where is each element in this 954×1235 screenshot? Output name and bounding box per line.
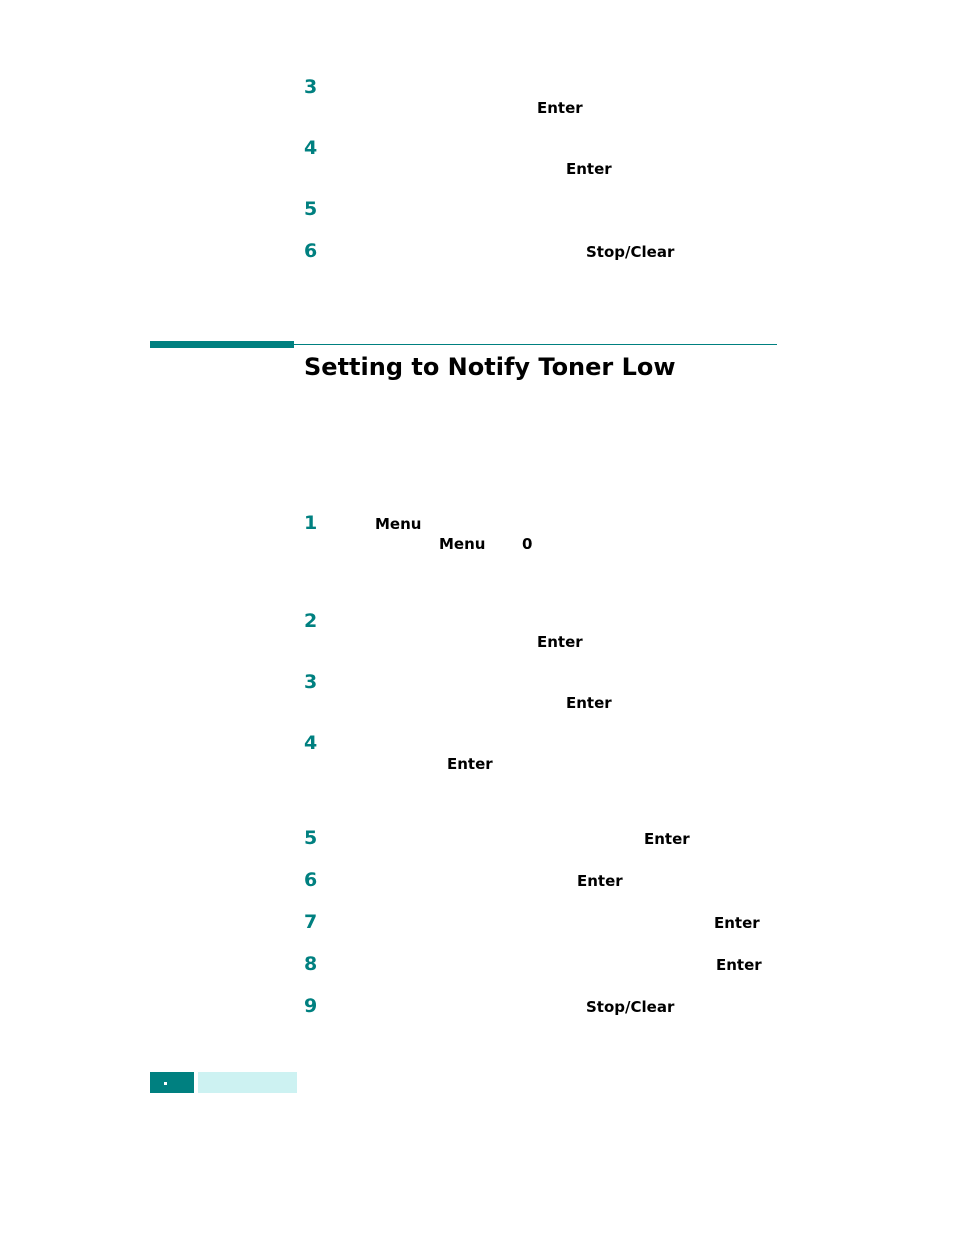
footer-page-tab xyxy=(150,1072,194,1093)
step-number: 5 xyxy=(304,198,318,220)
key-label: Stop/Clear xyxy=(586,243,675,261)
step-number: 8 xyxy=(304,953,318,975)
section-rule xyxy=(294,344,777,345)
key-label: Enter xyxy=(566,694,612,712)
key-label: Enter xyxy=(537,99,583,117)
key-label: Enter xyxy=(537,633,583,651)
key-label: 0 xyxy=(522,535,533,553)
key-label: Stop/Clear xyxy=(586,998,675,1016)
key-label: Enter xyxy=(716,956,762,974)
step-number: 4 xyxy=(304,732,318,754)
key-label: Enter xyxy=(447,755,493,773)
footer-dot xyxy=(164,1082,167,1085)
step-number: 4 xyxy=(304,137,318,159)
key-label: Menu xyxy=(439,535,486,553)
step-number: 2 xyxy=(304,610,318,632)
step-number: 3 xyxy=(304,76,318,98)
step-number: 3 xyxy=(304,671,318,693)
key-label: Enter xyxy=(644,830,690,848)
key-label: Menu xyxy=(375,515,422,533)
step-number: 6 xyxy=(304,240,318,262)
key-label: Enter xyxy=(577,872,623,890)
step-number: 7 xyxy=(304,911,318,933)
section-title: Setting to Notify Toner Low xyxy=(304,353,676,381)
key-label: Enter xyxy=(714,914,760,932)
step-number: 9 xyxy=(304,995,318,1017)
step-number: 6 xyxy=(304,869,318,891)
step-number: 5 xyxy=(304,827,318,849)
footer-chapter-strip xyxy=(198,1072,297,1093)
key-label: Enter xyxy=(566,160,612,178)
section-bar xyxy=(150,341,294,348)
step-number: 1 xyxy=(304,512,318,534)
